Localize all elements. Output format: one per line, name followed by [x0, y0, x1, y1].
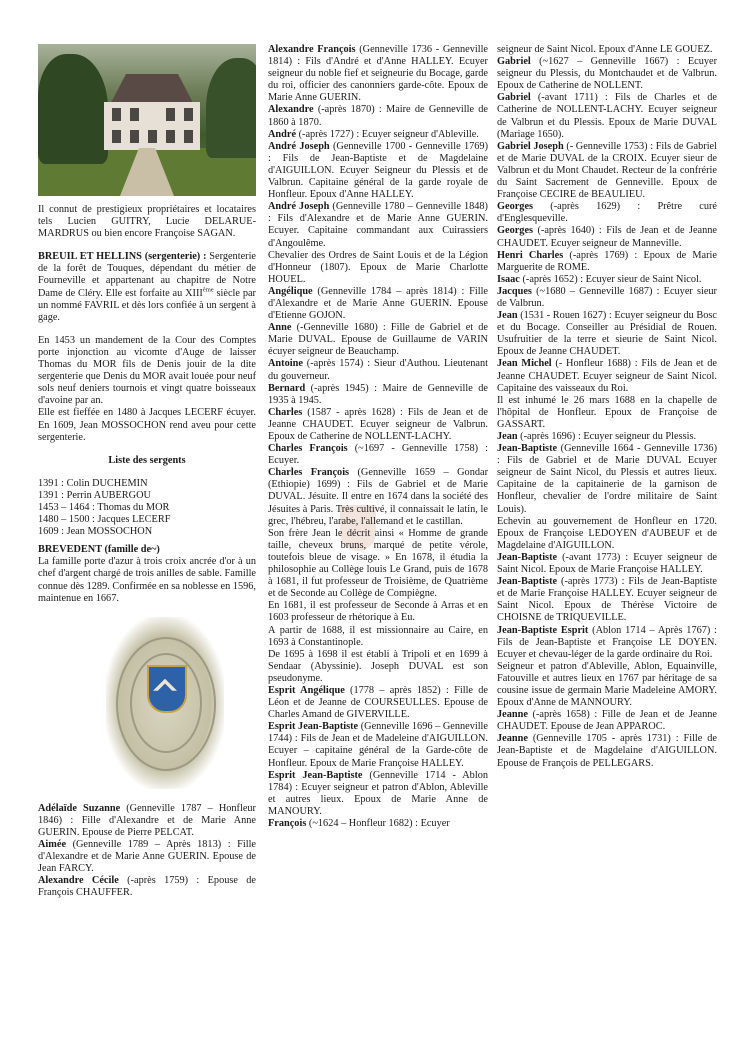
entry-text: (Genneville 1714 - Ablon 1784) : Ecuyer seigneur et patron d'Ablon, Ableville et autres lieux. Epoux de Marie Anne de MANOURY. [268, 769, 488, 817]
entry [497, 431, 717, 443]
entry-name: Jean-Baptiste [497, 576, 558, 588]
sergent-item: 1391 : Perrin AUBERGOU [38, 489, 151, 501]
entry-name: Jacques [497, 285, 532, 297]
entry-text: (Genneville 1700 - Genneville 1769) : Fils de Jean-Baptiste et de Magdelaine d'AIGUILLON. Ecuyer Seigneur du Plessis et de Valbrun. Capitaine général de la garde royale de Honfleur. Epoux d'Anne HALLEY. [268, 140, 488, 201]
entry [497, 56, 717, 92]
entry-name: Charles [268, 406, 303, 418]
sergents-list [38, 478, 256, 538]
entry [497, 709, 717, 733]
entry-name: André [268, 128, 297, 140]
brevedent-title: BREVEDENT (famille de~) [38, 544, 160, 556]
entry-text: (~1697 - Genneville 1758) : Ecuyer. [268, 443, 488, 467]
manor-photo [38, 44, 256, 196]
entry [268, 141, 488, 201]
entry [38, 875, 256, 899]
entry-text: A partir de 1688, il est missionnaire au Caire, en 1693 à Constantinople. [268, 624, 488, 648]
entry-name: Jean-Baptiste Esprit [497, 624, 589, 636]
entry-text: (-après 1773) : Fils de Jean-Baptiste et de Marie Françoise HALLEY. Ecuyer seigneur de Saint Nicol. Epoux de Thérèse Victoire de CHOISNE de TRIQUEVILLE. [497, 576, 717, 624]
entry [268, 358, 488, 382]
entry-name: Gabriel Joseph [497, 140, 564, 152]
entry [268, 322, 488, 358]
column-right [497, 44, 717, 770]
col1-entries [38, 803, 256, 900]
entry-text: (Genneville 1664 - Genneville 1736) : Fils de Gabriel et de Marie DUVAL Ecuyer seigneur de Saint Nicol, du Plessis et autres lieux. Capitaine de la capitainerie de la garnison de Honfleur, chevalier de l'ordre militaire de Saint Louis). [497, 443, 717, 515]
entry-text: (-après 1574) : Sieur d'Authou. Lieutenant du gouverneur. [268, 358, 488, 382]
entry-name: Jean [497, 431, 518, 442]
entry [268, 407, 488, 443]
entry [497, 286, 717, 310]
entry-name: Alexandre Cécile [38, 875, 119, 887]
entry [268, 44, 488, 104]
entry [38, 803, 256, 839]
entry-text: Seigneur et patron d'Ableville, Ablon, Equainville, Fatouville et autres lieux en 1767 par héritage de sa cousine issue de germain Marie Madeleine AMORY. Epoux d'Anne de MANNOURY. [497, 660, 717, 709]
column-left [38, 44, 256, 899]
entry-name: Gabriel [497, 92, 531, 104]
entry-text: (1587 - après 1628) : Fils de Jean et de Jeanne CHAUDET. Ecuyer seigneur de Valbrun. Epoux de Catherine de NOLLENT-LACHY. [268, 406, 488, 442]
brevedent-text: La famille porte d'azur à trois croix ancrée d'or à un chef d'argent chargé de trois anilles de sable. Famille connue dès 1289. Confirmée en sa noblesse en 1596, maintenue en 1667. [38, 556, 256, 604]
entry [268, 201, 488, 249]
entry-name: Esprit Jean-Baptiste [268, 721, 359, 733]
entry-text: (-Genneville 1680) : Fille de Gabriel et de Marie DUVAL. Epouse de Guillaume de VARIN écuyer seigneur de Beauchamp. [268, 322, 488, 358]
entry [268, 600, 488, 624]
entry [497, 625, 717, 661]
entry-name: Esprit Jean-Baptiste [268, 769, 363, 781]
entry-text: (Genneville 1784 – après 1814) : Fille d'Alexandre et de Marie Anne GUERIN. Epouse d'Etienne GOJON. [268, 285, 488, 322]
entry-text: (-après 1696) : Ecuyer seigneur du Plessis. [517, 431, 697, 442]
breuil-text-2: siècle par un nommé FAVRIL et dès lors confiée à un sergent à gage. [38, 287, 256, 323]
entry [497, 250, 717, 274]
entry-name: Jeanne [497, 733, 528, 745]
entry [497, 516, 717, 552]
entry-name: André Joseph [268, 201, 330, 213]
breuil-superscript: ème [202, 286, 214, 294]
entry [497, 141, 717, 201]
entry [497, 274, 717, 286]
entry-text: (-après 1945) : Maire de Genneville de 1935 à 1945. [268, 382, 488, 406]
entry-text: Echevin au gouvernement de Honfleur en 1720. Epoux de Françoise LEDOYEN d'AUBEUF et de Magdelaine d'AIGUILLON. [497, 515, 717, 551]
entry-name: Charles François [268, 467, 350, 479]
fieffee-1480-paragraph: Elle est fieffée en 1480 à Jacques LECERF écuyer. En 1609, Jean MOSSOCHON rend aveu pour cette sergenterie. [38, 407, 256, 443]
entry-name: André Joseph [268, 140, 330, 152]
entry-text: seigneur de Saint Nicol. Epoux d'Anne LE GOUEZ. [497, 44, 713, 55]
breuil-paragraph [38, 251, 256, 324]
sergent-item: 1453 – 1464 : Thomas du MOR [38, 501, 170, 513]
entry-name: François [268, 818, 307, 829]
entry [497, 44, 717, 56]
entry-text: (~1624 – Honfleur 1682) : Ecuyer [306, 818, 450, 829]
photo-intro-text: Il connut de prestigieux propriétaires et locataires tels Lucien GUITRY, Lucie DELARUE-MARDRUS ou bien encore Françoise SAGAN. [38, 204, 256, 240]
entry-text: (-après 1652) : Ecuyer sieur de Saint Nicol. [519, 273, 702, 285]
entry-text: Il est inhumé le 26 mars 1688 en la chapelle de l'hôpital de Honfleur. Epoux de Françoise de GASSART. [497, 394, 717, 430]
entry-name: Jean [497, 310, 518, 322]
entry-name: Henri Charles [497, 249, 564, 261]
entry [268, 721, 488, 769]
entry-name: Adélaïde Suzanne [38, 802, 121, 814]
sergents-list-title: Liste des sergents [108, 454, 186, 466]
entry-text: (-avant 1711) : Fils de Charles et de Catherine de NOLLENT-LACHY. Ecuyer seigneur de Valbrun et du Plessis. Epoux de Marie DUVAL (Mariage 1650). [497, 92, 717, 140]
coat-of-arms-image [106, 617, 224, 789]
entry [497, 310, 717, 358]
entry [497, 395, 717, 431]
entry-text: (Genneville 1787 – Honfleur 1846) : Fille d'Alexandre et de Marie Anne GUERIN. Epouse de Pierre PELCAT. [38, 802, 256, 838]
sergent-item: 1480 – 1500 : Jacques LECERF [38, 514, 171, 526]
entry-name: Aimée [38, 839, 67, 850]
sergent-item: 1609 : Jean MOSSOCHON [38, 526, 153, 538]
entry [268, 818, 488, 830]
entry-name: Angélique [268, 285, 313, 297]
entry-text: (Genneville 1789 – Après 1813) : Fille d'Alexandre et de Marie Anne GUERIN. Epouse de Jean FARCY. [38, 839, 256, 875]
entry-name: Jean-Baptiste [497, 551, 558, 563]
column-middle [268, 44, 488, 830]
entry-text: (-après 1727) : Ecuyer seigneur d'Ableville. [296, 128, 479, 140]
entry [497, 576, 717, 624]
entry-text: (Genneville 1780 – Genneville 1848) : Fils d'Alexandre et de Marie Anne GUERIN. Ecuyer. Capitaine commandant aux Cuirassiers d'Angoulême. [268, 201, 488, 249]
entry-text: (-après 1759) : Epouse de François CHAUFFER. [38, 875, 257, 899]
entry-text: (-après 1629) : Prêtre curé d'Englesqueville. [497, 201, 717, 225]
entry-text: (-après 1640) : Fils de Jean et de Jeanne CHAUDET. Ecuyer seigneur de Manneville. [497, 225, 717, 249]
entry [38, 839, 256, 875]
entry-text: (Genneville 1736 - Genneville 1814) : Fils d'André et d'Anne HALLEY. Ecuyer seigneur du noble fief et seigneurie du Bocage, garde du roi, officier des canonniers garde-côte. Epoux de Marie Anne GUERIN. [268, 44, 488, 104]
entry [497, 552, 717, 576]
entry [268, 443, 488, 467]
mandement-1453-paragraph: En 1453 un mandement de la Cour des Comptes porte injonction au vicomte d'Auge de laisser Thomas du MOR fils de Denis jouir de la dite sergenterie que Denis du MOR avait louée pour neuf sols neuf deniers tournois et vingt quatre boisseaux d'avoine par an. [38, 334, 256, 407]
entry-name: Anne [268, 322, 292, 334]
entry-text: (- Genneville 1753) : Fils de Gabriel et de Marie DUVAL de la CROIX. Ecuyer sieur de Valbrun et du Mont Chaudet. Recteur de la confrérie du Saint Sacrement de Genneville. Epoux de Françoise CECIRE de BEAULIEU. [497, 140, 717, 201]
entry-name: Jeanne [497, 709, 528, 721]
entry [268, 649, 488, 685]
entry-name: Isaac [497, 273, 520, 285]
entry [497, 225, 717, 249]
entry-text: (-après 1658) : Fille de Jean et de Jeanne CHAUDET. Epouse de Jean APPAROC. [497, 709, 717, 733]
entry-name: Gabriel [497, 56, 531, 68]
entry-text: (- Honfleur 1688) : Fils de Jean et de Jeanne CHAUDET. Ecuyer seigneur de Saint Nicol. Capitaine des vaisseaux du Roi. [497, 358, 718, 394]
entry-text: (-avant 1773) : Ecuyer seigneur de Saint Nicol. Epoux de Marie Françoise HALLEY. [497, 551, 717, 576]
entry-name: Jean Michel [497, 358, 552, 370]
entry-text: (~1680 – Genneville 1687) : Ecuyer sieur de Valbrun. [497, 285, 717, 309]
entry [497, 443, 717, 516]
entry [268, 383, 488, 407]
entry-text: (Ablon 1714 – Après 1767) : Fils de Jean-Baptiste et Françoise LE DOYEN. Ecuyer et chevau-léger de la garde ordinaire du Roi. [497, 624, 718, 660]
entry-text: (Genneville 1659 – Gondar (Ethiopie) 1699) : Fils de Gabriel et de Marie DUVAL. Jésuite. Il entre en 1674 dans la société des Jésuites à Paris. Très cultivé, il connaissait le latin, le grec, l'hébreu, l'arabe, l'allemand et le castillan. [268, 467, 489, 527]
entry-text: Son frère Jean le décrit ainsi « Homme de grande taille, cheveux bruns, marqué de petite vérole, toutefois bleue de visage. » En 1678, il étudia la philosophie au Collège louis Le Grand, puis de 1678 à 1681, il fut professeur de Troisième, de Quatrième et de Seconde au Collège de Compiègne. [268, 527, 488, 600]
entry-name: Antoine [268, 358, 303, 370]
entry [268, 286, 488, 322]
entry-text: (Genneville 1705 - après 1731) : Fille de Jean-Baptiste et de Magdelaine d'AIGUILLON. Epouse de François de PELLEGARS. [497, 733, 717, 769]
entry-text: (1531 - Rouen 1627) : Ecuyer seigneur du Bosc et du Bocage. Conseiller au Présidial de Rouen. Usufruitier de la terre et sieurie de Saint Nicol. Epoux de Jeanne CHAUDET. [497, 310, 717, 358]
entry [497, 733, 717, 769]
entry-text: (1778 – après 1852) : Fille de Léon et de Jeanne de COURSEULLES. Epouse de Charles Amand de GIVERVILLE. [268, 684, 488, 721]
entry-name: Bernard [268, 382, 306, 394]
entry [497, 358, 717, 394]
entry-text: Chevalier des Ordres de Saint Louis et de la Légion d'Honneur (1807). Epoux de Marie Charlotte HOUEL. [268, 249, 488, 285]
entry-name: Charles François [268, 443, 348, 455]
entry [268, 685, 488, 721]
breuil-text: Sergenterie de la forêt de Touques, dépendant du métier de Fourneville et appartenant au chapitre de Notre Dame de Cléry. Elle est forfaite au XIII [38, 251, 256, 299]
breuil-title: BREUIL ET HELLINS (sergenterie) : [38, 251, 207, 263]
sergent-item: 1391 : Colin DUCHEMIN [38, 477, 148, 489]
entry [497, 92, 717, 140]
entry-name: Esprit Angélique [268, 684, 345, 696]
entry [497, 661, 717, 709]
entry-text: (-après 1769) : Epoux de Marie Marguerite de ROME. [497, 249, 717, 273]
entry-text: En 1681, il est professeur de Seconde à Arras et en 1603 professeur de rhétorique à Eu. [268, 600, 488, 624]
entry-name: Jean-Baptiste [497, 443, 558, 455]
entry [497, 201, 717, 225]
entry-text: (-après 1870) : Maire de Genneville de 1860 à 1870. [268, 104, 488, 128]
entry-text: (~1627 – Genneville 1667) : Ecuyer seigneur du Plessis, du Montchaudet et de Valbrun. Epoux de Catherine de NOLLENT. [497, 56, 717, 92]
entry-name: Alexandre François [268, 44, 356, 55]
entry-text: De 1695 à 1698 il est établi à Tripoli et en 1699 à Sendaar (Abyssinie). Joseph DUVAL est son pseudonyme. [268, 648, 488, 684]
entry [268, 625, 488, 649]
entry [268, 467, 488, 527]
entry [268, 104, 488, 128]
entry-name: Georges [497, 225, 534, 237]
entry [268, 770, 488, 818]
entry [268, 250, 488, 286]
entry-text: (Genneville 1696 – Genneville 1744) : Fils de Jean et de Madeleine d'AIGUILLON. Ecuyer – capitaine général de la Garde-côte de Honfleur. Epoux de Marie Françoise HALLEY. [268, 721, 488, 769]
entry [268, 129, 488, 141]
entry-name: Georges [497, 201, 534, 213]
entry-name: Alexandre [268, 104, 314, 116]
entry [268, 528, 488, 601]
